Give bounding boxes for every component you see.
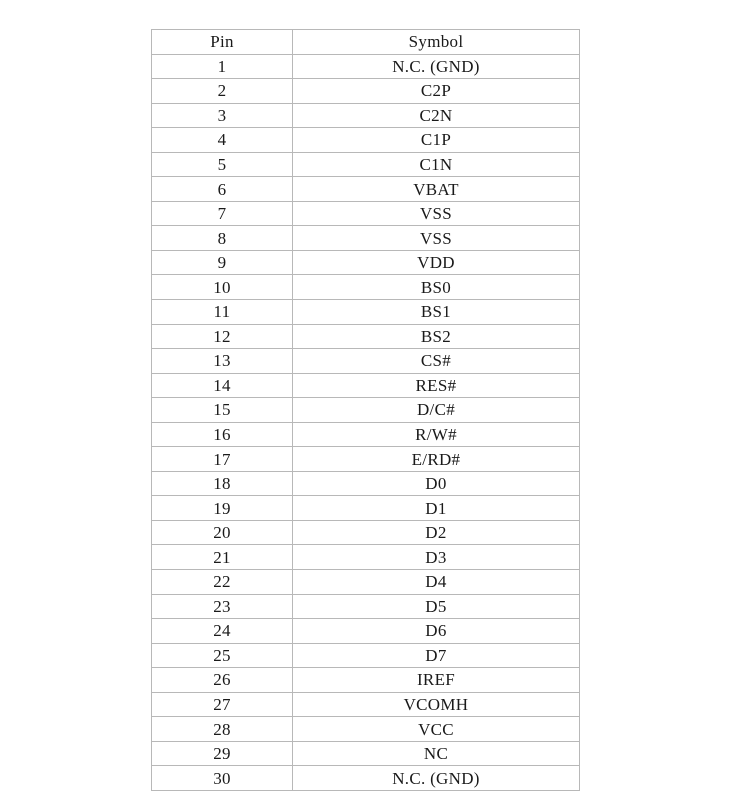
pin-symbol-cell: NC: [293, 741, 580, 766]
pin-symbol-cell: BS2: [293, 324, 580, 349]
pin-number-cell: 1: [152, 54, 293, 79]
pin-table: [151, 29, 580, 791]
pin-number-cell: 27: [152, 692, 293, 717]
table-row: [152, 643, 580, 668]
column-header-pin: Pin: [152, 30, 293, 55]
pin-symbol-cell: VSS: [293, 201, 580, 226]
pin-symbol-cell: C1P: [293, 128, 580, 153]
pin-symbol-cell: R/W#: [293, 422, 580, 447]
pin-number-cell: 4: [152, 128, 293, 153]
pin-symbol-cell: C2N: [293, 103, 580, 128]
pin-number-cell: 5: [152, 152, 293, 177]
table-row: [152, 201, 580, 226]
pin-number-cell: 2: [152, 79, 293, 104]
table-row: [152, 79, 580, 104]
pin-symbol-cell: VBAT: [293, 177, 580, 202]
pin-symbol-cell: VSS: [293, 226, 580, 251]
pin-symbol-cell: VCC: [293, 717, 580, 742]
pin-symbol-cell: D6: [293, 619, 580, 644]
pin-number-cell: 12: [152, 324, 293, 349]
table-row: [152, 177, 580, 202]
table-row: [152, 766, 580, 791]
pin-symbol-cell: CS#: [293, 349, 580, 374]
pin-number-cell: 25: [152, 643, 293, 668]
pin-number-cell: 11: [152, 300, 293, 325]
pin-number-cell: 6: [152, 177, 293, 202]
pin-symbol-cell: RES#: [293, 373, 580, 398]
table-row: [152, 717, 580, 742]
pin-number-cell: 21: [152, 545, 293, 570]
pin-symbol-cell: C1N: [293, 152, 580, 177]
pin-symbol-cell: VDD: [293, 250, 580, 275]
table-row: [152, 324, 580, 349]
pin-number-cell: 28: [152, 717, 293, 742]
table-row: [152, 447, 580, 472]
table-row: [152, 349, 580, 374]
pin-symbol-cell: BS1: [293, 300, 580, 325]
table-row: [152, 422, 580, 447]
table-row: [152, 103, 580, 128]
table-row: [152, 692, 580, 717]
table-row: [152, 128, 580, 153]
pin-symbol-cell: VCOMH: [293, 692, 580, 717]
table-body: [152, 54, 580, 790]
pin-number-cell: 7: [152, 201, 293, 226]
table-row: [152, 226, 580, 251]
table-row: [152, 619, 580, 644]
pin-symbol-cell: D0: [293, 471, 580, 496]
pin-number-cell: 16: [152, 422, 293, 447]
pin-number-cell: 14: [152, 373, 293, 398]
table-row: [152, 373, 580, 398]
pin-number-cell: 30: [152, 766, 293, 791]
table-row: [152, 250, 580, 275]
table-row: [152, 471, 580, 496]
pin-symbol-cell: E/RD#: [293, 447, 580, 472]
column-header-symbol: Symbol: [293, 30, 580, 55]
table-row: [152, 398, 580, 423]
pin-number-cell: 20: [152, 520, 293, 545]
table-row: [152, 545, 580, 570]
pin-symbol-cell: D1: [293, 496, 580, 521]
pin-number-cell: 9: [152, 250, 293, 275]
pin-symbol-cell: D7: [293, 643, 580, 668]
pin-number-cell: 13: [152, 349, 293, 374]
pin-number-cell: 26: [152, 668, 293, 693]
pin-symbol-cell: D/C#: [293, 398, 580, 423]
table-row: [152, 275, 580, 300]
pin-symbol-cell: D5: [293, 594, 580, 619]
pin-symbol-cell: D4: [293, 570, 580, 595]
pin-symbol-cell: IREF: [293, 668, 580, 693]
pin-number-cell: 3: [152, 103, 293, 128]
table-row: [152, 300, 580, 325]
pin-number-cell: 19: [152, 496, 293, 521]
table-row: [152, 594, 580, 619]
pin-symbol-cell: BS0: [293, 275, 580, 300]
table-row: [152, 54, 580, 79]
pin-number-cell: 10: [152, 275, 293, 300]
pin-symbol-cell: N.C. (GND): [293, 766, 580, 791]
table-row: [152, 496, 580, 521]
table-row: [152, 570, 580, 595]
pin-number-cell: 17: [152, 447, 293, 472]
pin-symbol-cell: D2: [293, 520, 580, 545]
pin-number-cell: 15: [152, 398, 293, 423]
pin-number-cell: 8: [152, 226, 293, 251]
pin-number-cell: 23: [152, 594, 293, 619]
table-row: [152, 741, 580, 766]
pin-symbol-cell: N.C. (GND): [293, 54, 580, 79]
table-row: [152, 668, 580, 693]
pin-number-cell: 22: [152, 570, 293, 595]
pin-number-cell: 18: [152, 471, 293, 496]
table-row: [152, 152, 580, 177]
table-header-row: [152, 30, 580, 55]
pin-number-cell: 24: [152, 619, 293, 644]
pin-symbol-cell: D3: [293, 545, 580, 570]
pin-number-cell: 29: [152, 741, 293, 766]
table-row: [152, 520, 580, 545]
pin-symbol-cell: C2P: [293, 79, 580, 104]
